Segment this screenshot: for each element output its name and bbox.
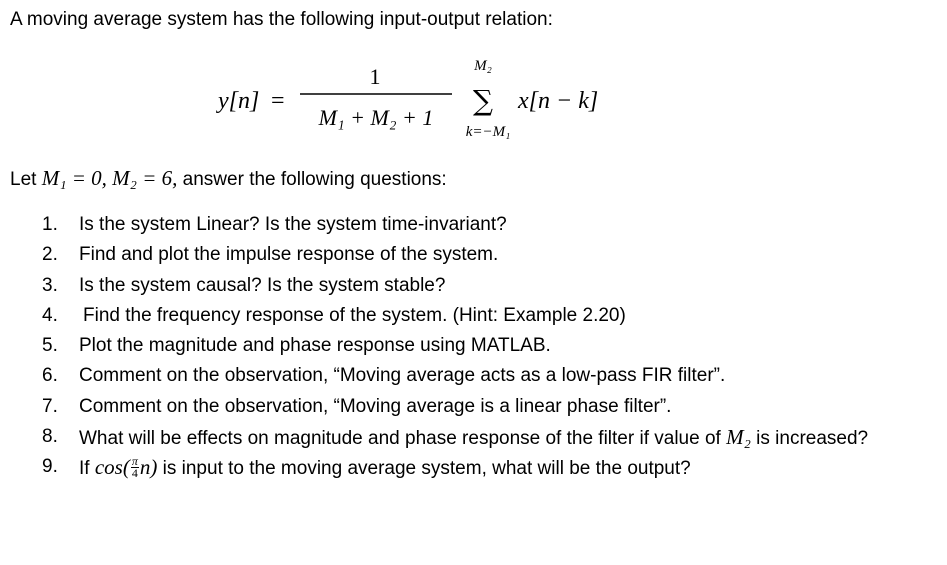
item-number: 7. bbox=[42, 395, 58, 417]
item-number: 6. bbox=[42, 365, 58, 387]
item-text-before: If bbox=[79, 458, 90, 480]
item-text-after: is increased? bbox=[756, 428, 869, 450]
formula-equals: = bbox=[271, 88, 285, 114]
m2-symbol: M₂ bbox=[726, 425, 751, 450]
item-number: 1. bbox=[42, 214, 58, 235]
formula-summand: x[n − k] bbox=[518, 88, 599, 114]
item-text: Plot the magnitude and phase response using MATLAB. bbox=[79, 335, 551, 357]
item-text: Find and plot the impulse response of the system. bbox=[79, 244, 499, 266]
given-suffix: answer the following questions: bbox=[182, 169, 447, 190]
pi-over-four-fraction bbox=[131, 453, 139, 480]
item-number: 2. bbox=[42, 244, 58, 266]
formula-lhs: y[n] bbox=[218, 88, 260, 114]
item-number: 9. bbox=[42, 456, 58, 478]
formula-graphic bbox=[0, 50, 947, 145]
item-text: Comment on the observation, “Moving average is a linear phase filter”. bbox=[79, 395, 672, 417]
fraction-numerator: π bbox=[131, 453, 138, 468]
cos-argument-tail: n) bbox=[139, 455, 158, 480]
given-condition: M₁ = 0, M₂ = 6, bbox=[41, 166, 178, 190]
item-text bbox=[79, 425, 868, 451]
formula-numerator: 1 bbox=[369, 64, 381, 89]
sum-upper-limit: M₂ bbox=[474, 58, 492, 74]
item-number: 3. bbox=[42, 274, 58, 296]
formula-denominator: M₁ + M₂ + 1 bbox=[318, 105, 434, 130]
item-text-before: What will be effects on magnitude and phase response of the filter if value of bbox=[79, 428, 721, 450]
given-values-line bbox=[10, 166, 447, 191]
fraction-denominator: 4 bbox=[131, 465, 138, 480]
intro-text: A moving average system has the following input-output relation: bbox=[10, 9, 553, 30]
cos-function: cos( bbox=[94, 455, 130, 480]
summation-symbol: ∑ bbox=[473, 84, 493, 117]
item-text: Comment on the observation, “Moving average acts as a low-pass FIR filter”. bbox=[79, 365, 726, 387]
item-number: 8. bbox=[42, 426, 58, 448]
item-text: Is the system Linear? Is the system time-invariant? bbox=[79, 214, 507, 235]
item-text bbox=[79, 455, 691, 481]
item-text: Is the system causal? Is the system stable? bbox=[79, 274, 446, 296]
moving-average-formula bbox=[0, 50, 947, 145]
item-number: 4. bbox=[42, 304, 58, 326]
given-prefix: Let bbox=[10, 169, 37, 190]
item-number: 5. bbox=[42, 335, 58, 357]
item-text: Find the frequency response of the system. (Hint: Example 2.20) bbox=[83, 304, 626, 326]
sum-lower-limit: k=−M₁ bbox=[465, 124, 511, 140]
item-text-after: is input to the moving average system, what will be the output? bbox=[162, 458, 691, 480]
